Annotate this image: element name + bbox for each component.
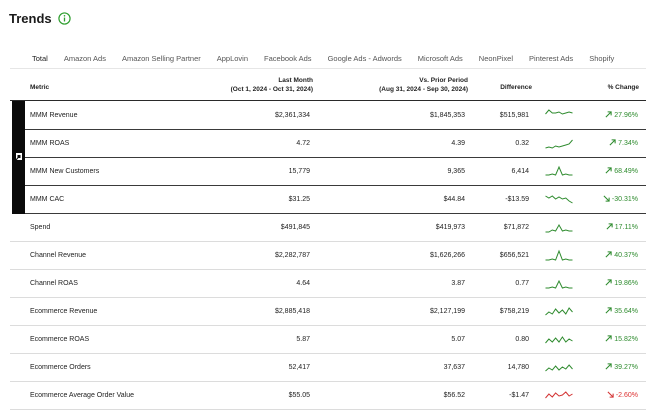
last-month-value: 5.87 <box>296 336 310 343</box>
metric-name: Ecommerce Revenue <box>30 308 98 315</box>
tab-total[interactable]: Total <box>24 50 56 69</box>
arrow-up-right-icon <box>605 167 612 174</box>
header-prior-label: Vs. Prior Period <box>419 77 468 84</box>
sparkline <box>545 277 573 291</box>
difference-value: 14,780 <box>507 364 529 371</box>
tab-facebook-ads[interactable]: Facebook Ads <box>264 54 312 63</box>
tab-applovin[interactable]: AppLovin <box>216 54 249 63</box>
last-month-value: $2,282,787 <box>274 252 310 259</box>
difference-value: 0.80 <box>515 336 529 343</box>
percent-change <box>605 298 638 325</box>
difference-value: $515,981 <box>499 112 529 119</box>
sparkline <box>545 361 573 375</box>
metric-name: Channel ROAS <box>30 280 78 287</box>
arrow-up-right-icon <box>605 251 612 258</box>
last-month-value: 52,417 <box>288 364 310 371</box>
tab-shopify[interactable]: Shopify <box>589 54 615 63</box>
metric-name: Ecommerce Orders <box>30 364 91 371</box>
prior-period-value: $2,127,199 <box>429 308 465 315</box>
arrow-up-right-icon <box>605 363 612 370</box>
prior-period-value: 37,637 <box>443 364 465 371</box>
table-row <box>10 270 646 298</box>
percent-change <box>605 354 638 381</box>
table-row <box>10 214 646 242</box>
tab-neonpixel[interactable]: NeonPixel <box>478 54 513 63</box>
percent-change-value: 39.27% <box>614 364 638 371</box>
tab-divider <box>10 68 646 69</box>
header-prior-range: (Aug 31, 2024 - Sep 30, 2024) <box>379 86 468 93</box>
table-row <box>10 102 646 130</box>
header-metric: Metric <box>30 84 50 91</box>
difference-value: $71,872 <box>503 224 529 231</box>
difference-value: -$1.47 <box>509 392 529 399</box>
percent-change <box>607 382 638 409</box>
last-month-value: 4.72 <box>296 140 310 147</box>
percent-change-value: 68.49% <box>614 168 638 175</box>
metric-name: Channel Revenue <box>30 252 87 259</box>
page-title: Trends <box>9 11 52 26</box>
sparkline <box>545 221 573 235</box>
sparkline <box>545 389 573 403</box>
percent-change <box>606 214 638 241</box>
metric-name: MMM CAC <box>30 196 65 203</box>
percent-change-value: 15.82% <box>614 336 638 343</box>
metric-name: Spend <box>30 224 51 231</box>
percent-change <box>605 242 638 269</box>
percent-change-value: -30.31% <box>611 196 638 203</box>
arrow-up-right-icon <box>609 139 616 146</box>
difference-value: 6,414 <box>511 168 529 175</box>
tab-bar <box>24 50 650 69</box>
tab-microsoft-ads[interactable]: Microsoft Ads <box>417 54 463 63</box>
percent-change <box>603 186 638 213</box>
info-icon[interactable] <box>58 12 71 25</box>
percent-change-value: 27.96% <box>614 112 638 119</box>
prior-period-value: $56.52 <box>443 392 465 399</box>
header-prior-period <box>379 76 468 94</box>
prior-period-value: 9,365 <box>447 168 465 175</box>
sparkline <box>545 193 573 207</box>
metric-name: MMM New Customers <box>30 168 100 175</box>
percent-change-value: 40.37% <box>614 252 638 259</box>
header-last-month-range: (Oct 1, 2024 - Oct 31, 2024) <box>230 86 313 93</box>
sparkline <box>545 305 573 319</box>
sparkline <box>545 165 573 179</box>
table-row <box>10 130 646 158</box>
percent-change-value: 19.86% <box>614 280 638 287</box>
header-change: % Change <box>607 84 639 91</box>
last-month-value: $2,361,334 <box>274 112 310 119</box>
percent-change-value: -2.60% <box>615 392 638 399</box>
prior-period-value: $1,626,266 <box>429 252 465 259</box>
arrow-down-right-icon <box>603 195 610 202</box>
percent-change-value: 17.11% <box>614 224 638 231</box>
tab-amazon-ads[interactable]: Amazon Ads <box>63 54 106 63</box>
prior-period-value: 5.07 <box>451 336 465 343</box>
arrow-down-right-icon <box>607 391 614 398</box>
difference-value: 0.77 <box>515 280 529 287</box>
metric-name: MMM ROAS <box>30 140 70 147</box>
header-divider <box>10 100 646 101</box>
arrow-up-right-icon <box>605 335 612 342</box>
last-month-value: $55.05 <box>288 392 310 399</box>
table-row <box>10 158 646 186</box>
table-row <box>10 382 646 410</box>
arrow-up-right-icon <box>605 307 612 314</box>
sparkline <box>545 137 573 151</box>
percent-change <box>605 158 638 185</box>
last-month-value: $31.25 <box>288 196 310 203</box>
last-month-value: $491,845 <box>280 224 310 231</box>
difference-value: $656,521 <box>499 252 529 259</box>
table-row <box>10 298 646 326</box>
table-row <box>10 354 646 382</box>
table-row <box>10 242 646 270</box>
difference-value: $758,219 <box>499 308 529 315</box>
percent-change <box>605 102 638 129</box>
table-row <box>10 186 646 214</box>
prior-period-value: $1,845,353 <box>429 112 465 119</box>
arrow-up-right-icon <box>606 223 613 230</box>
percent-change <box>605 326 638 353</box>
prior-period-value: 3.87 <box>451 280 465 287</box>
percent-change <box>609 130 638 157</box>
percent-change-value: 35.64% <box>614 308 638 315</box>
row-divider <box>10 409 646 410</box>
sparkline <box>545 109 573 123</box>
metric-name: MMM Revenue <box>30 112 78 119</box>
arrow-up-right-icon <box>605 111 612 118</box>
tab-google-ads-adwords[interactable]: Google Ads - Adwords <box>327 54 402 63</box>
title-row <box>9 11 71 26</box>
prior-period-value: $419,973 <box>435 224 465 231</box>
difference-value: 0.32 <box>515 140 529 147</box>
tab-amazon-selling-partner[interactable]: Amazon Selling Partner <box>121 54 201 63</box>
header-difference: Difference <box>500 84 532 91</box>
sparkline <box>545 249 573 263</box>
metric-name: Ecommerce Average Order Value <box>30 392 135 399</box>
last-month-value: $2,885,418 <box>274 308 310 315</box>
percent-change-value: 7.34% <box>618 140 638 147</box>
sparkline <box>545 333 573 347</box>
difference-value: -$13.59 <box>505 196 529 203</box>
header-last-month <box>231 76 313 94</box>
prior-period-value: 4.39 <box>451 140 465 147</box>
last-month-value: 15,779 <box>288 168 310 175</box>
last-month-value: 4.64 <box>296 280 310 287</box>
prior-period-value: $44.84 <box>443 196 465 203</box>
table-row <box>10 326 646 354</box>
percent-change <box>605 270 638 297</box>
tab-pinterest-ads[interactable]: Pinterest Ads <box>528 54 574 63</box>
arrow-up-right-icon <box>605 279 612 286</box>
header-last-month-label: Last Month <box>278 77 313 84</box>
metric-name: Ecommerce ROAS <box>30 336 90 343</box>
